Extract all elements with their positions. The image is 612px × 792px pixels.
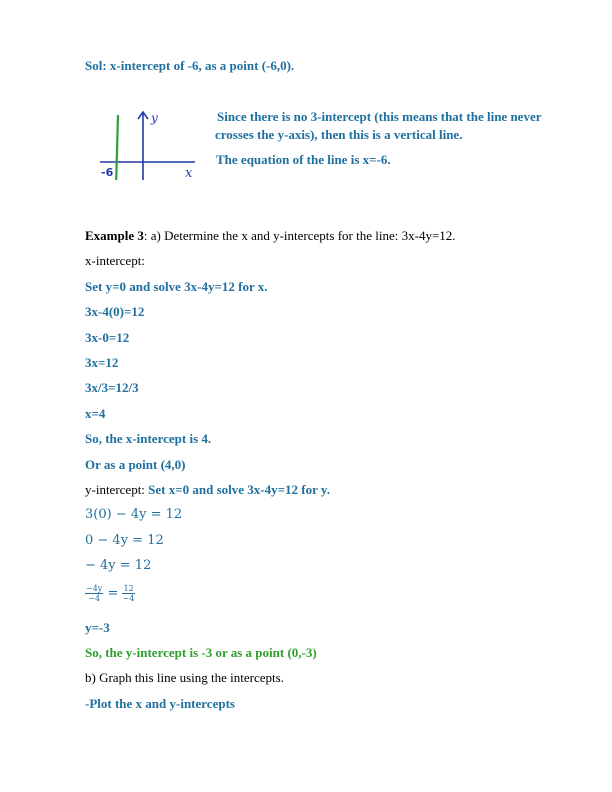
y-intercept-heading: y-intercept: [85, 482, 149, 497]
part-b-text: b) Graph this line using the intercepts. [85, 670, 284, 685]
y-intercept-fraction [85, 584, 135, 603]
example3-label: Example 3 [85, 228, 144, 243]
x-intercept-step3: 3x=12 [85, 355, 119, 370]
y-intercept-eq2: 0 − 4y = 12 [85, 533, 164, 548]
y-axis-label: y [151, 111, 158, 125]
x-intercept-step4: 3x/3=12/3 [85, 380, 139, 395]
tick-label-neg6: -6 [101, 166, 114, 179]
x-intercept-point: Or as a point (4,0) [85, 457, 186, 472]
y-intercept-result: So, the y-intercept is -3 or as a point (0,-3) [85, 645, 317, 660]
figure-note-equation: The equation of the line is x=-6. [216, 152, 391, 167]
vertical-line-x-neg6 [116, 115, 118, 180]
x-intercept-result: So, the x-intercept is 4. [85, 431, 212, 446]
y-intercept-set-step: Set x=0 and solve 3x-4y=12 for y. [148, 482, 330, 497]
example3-text: : a) Determine the x and y-intercepts for the line: 3x-4y=12. [143, 228, 456, 243]
x-intercept-step2: 3x-0=12 [85, 330, 130, 345]
y-intercept-eq1: 3(0) − 4y = 12 [85, 507, 183, 522]
fraction-right-denominator: −4 [122, 594, 135, 603]
solution-line: Sol: x-intercept of -6, as a point (-6,0). [85, 58, 295, 73]
fraction-right [122, 584, 134, 603]
x-axis-label: x [185, 166, 193, 180]
figure-note-line2: crosses the y-axis), then this is a vertical line. [215, 127, 463, 142]
y-intercept-heading-line [85, 482, 330, 498]
y-intercept-eq3: − 4y = 12 [85, 558, 152, 573]
plot-step: -Plot the x and y-intercepts [85, 696, 235, 711]
figure-note-line1: Since there is no 3-intercept (this means that the line never [217, 109, 542, 124]
fraction-equals: = [103, 586, 123, 601]
fraction-left-denominator: −4 [88, 594, 101, 603]
x-intercept-heading: x-intercept: [85, 253, 145, 268]
x-intercept-step5: x=4 [85, 406, 106, 421]
fraction-left [85, 584, 103, 603]
x-intercept-step1: 3x-4(0)=12 [85, 304, 145, 319]
x-intercept-set-step: Set y=0 and solve 3x-4y=12 for x. [85, 279, 268, 294]
fraction-right-numerator: 12 [123, 584, 134, 593]
fraction-left-numerator: −4y [86, 584, 103, 593]
graph-sketch [95, 105, 205, 180]
example3-heading [85, 228, 456, 244]
y-result: y=-3 [85, 620, 110, 635]
